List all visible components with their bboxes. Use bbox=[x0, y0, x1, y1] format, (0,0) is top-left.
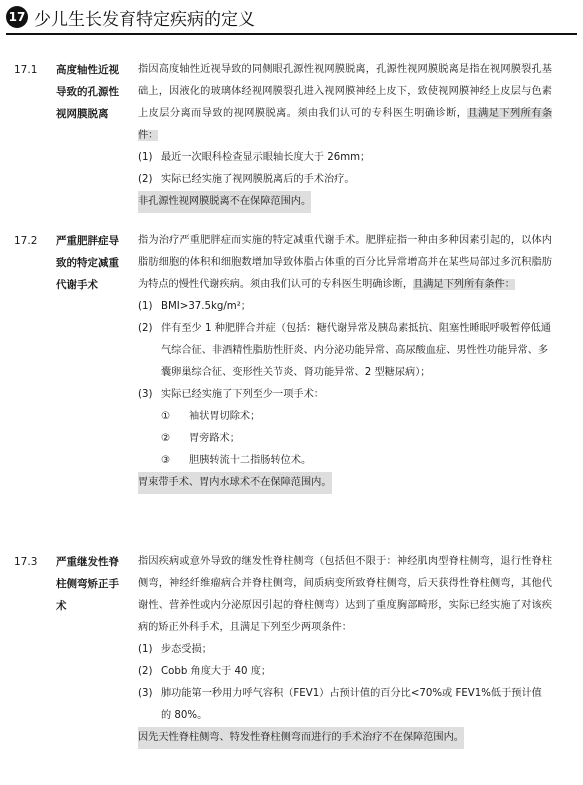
section-body bbox=[138, 551, 552, 749]
surgery-option bbox=[138, 406, 552, 428]
surgery-option-text: 袖状胃切除术； bbox=[189, 411, 261, 422]
surgery-option-label: ② bbox=[161, 433, 171, 444]
condition-text: Cobb 角度大于 40 度； bbox=[161, 666, 272, 677]
page-header bbox=[6, 4, 577, 34]
condition-item bbox=[138, 147, 552, 169]
condition-item bbox=[138, 639, 552, 661]
section-number: 17.1 bbox=[14, 64, 38, 76]
surgery-option-text: 胆胰转流十二指肠转位术。 bbox=[189, 455, 312, 466]
intro-text: 指为治疗严重肥胖症而实施的特定减重代谢手术。肥胖症指一种由多种因素引起的，以体内脂肪细胞的体积和细胞数增加导致体脂占体重的百分比异常增高并在某些局部过多沉积脂肪为特点的慢性代谢疾病。须由我们认可的专科医生明确诊断， bbox=[138, 235, 552, 290]
section-title: 高度轴性近视导致的孔源性视网膜脱离 bbox=[56, 64, 119, 120]
condition-item bbox=[138, 683, 552, 727]
condition-label: (1) bbox=[138, 644, 153, 655]
intro-highlight: 且满足下列所有条件： bbox=[138, 108, 553, 141]
intro-text: 指因高度轴性近视导致的同侧眼孔源性视网膜脱离，孔源性视网膜脱离是指在视网膜裂孔基础上，因液化的玻璃体经视网膜裂孔进入视网膜神经上皮下，致使视网膜神经上皮层与色素上皮层分离而导致的视网膜脱离。须由我们认可的专科医生明确诊断， bbox=[138, 64, 552, 119]
condition-item bbox=[138, 296, 552, 318]
section-intro bbox=[138, 59, 552, 147]
condition-text: 最近一次眼科检查显示眼轴长度大于 26mm； bbox=[161, 152, 371, 163]
header-divider bbox=[6, 33, 577, 35]
condition-label: (2) bbox=[138, 666, 153, 677]
condition-label: (1) bbox=[138, 152, 153, 163]
section-intro bbox=[138, 230, 552, 296]
condition-item bbox=[138, 384, 552, 406]
condition-text: 实际已经实施了下列至少一项手术： bbox=[161, 389, 324, 400]
section-title: 严重继发性脊柱侧弯矫正手术 bbox=[56, 556, 119, 612]
condition-text: 肺功能第一秒用力呼气容积（FEV1）占预计值的百分比<70%或 FEV1%低于预计值的 80%。 bbox=[161, 688, 542, 721]
exclusion-note: 胃束带手术、胃内水球术不在保障范围内。 bbox=[138, 472, 332, 494]
surgery-option-text: 胃旁路术； bbox=[189, 433, 240, 444]
condition-label: (2) bbox=[138, 174, 153, 185]
exclusion-note: 非孔源性视网膜脱离不在保障范围内。 bbox=[138, 191, 311, 213]
condition-item bbox=[138, 661, 552, 683]
intro-text: 指因疾病或意外导致的继发性脊柱侧弯（包括但不限于：神经肌肉型脊柱侧弯，退行性脊柱侧弯，神经纤维瘤病合并脊柱侧弯，间质病变所致脊柱侧弯，后天获得性脊柱侧弯，其他代谢性、营养性或内分泌原因引起的脊柱侧弯）达到了重度胸部畸形，实际已经实施了对该疾病的矫正外科手术，且满足下列至少两项条件： bbox=[138, 556, 552, 633]
section-number: 17.2 bbox=[14, 235, 38, 247]
section-body bbox=[138, 230, 552, 494]
surgery-option bbox=[138, 428, 552, 450]
condition-text: BMI>37.5kg/m²； bbox=[161, 301, 251, 312]
section-body bbox=[138, 59, 552, 213]
intro-highlight: 且满足下列所有条件： bbox=[413, 279, 515, 290]
condition-text: 伴有至少 1 种肥胖合并症（包括：糖代谢异常及胰岛素抵抗、阻塞性睡眠呼吸暂停低通气综合征、非酒精性脂肪性肝炎、内分泌功能异常、高尿酸血症、男性性功能异常、多囊卵巢综合征、变形性关节炎、肾功能异常、2 型糖尿病）； bbox=[161, 323, 551, 378]
chapter-number-badge: 17 bbox=[6, 6, 28, 28]
surgery-option bbox=[138, 450, 552, 472]
condition-label: (1) bbox=[138, 301, 153, 312]
condition-label: (3) bbox=[138, 688, 153, 699]
surgery-option-label: ③ bbox=[161, 455, 171, 466]
condition-label: (3) bbox=[138, 389, 153, 400]
surgery-option-label: ① bbox=[161, 411, 171, 422]
condition-item bbox=[138, 318, 552, 384]
condition-text: 实际已经实施了视网膜脱离后的手术治疗。 bbox=[161, 174, 355, 185]
condition-label: (2) bbox=[138, 323, 153, 334]
condition-text: 步态受损； bbox=[161, 644, 212, 655]
page-title: 少儿生长发育特定疾病的定义 bbox=[34, 10, 255, 30]
exclusion-note: 因先天性脊柱侧弯、特发性脊柱侧弯而进行的手术治疗不在保障范围内。 bbox=[138, 727, 464, 749]
section-number: 17.3 bbox=[14, 556, 38, 568]
section-intro bbox=[138, 551, 552, 639]
condition-item bbox=[138, 169, 552, 191]
section-title: 严重肥胖症导致的特定减重代谢手术 bbox=[56, 235, 119, 291]
